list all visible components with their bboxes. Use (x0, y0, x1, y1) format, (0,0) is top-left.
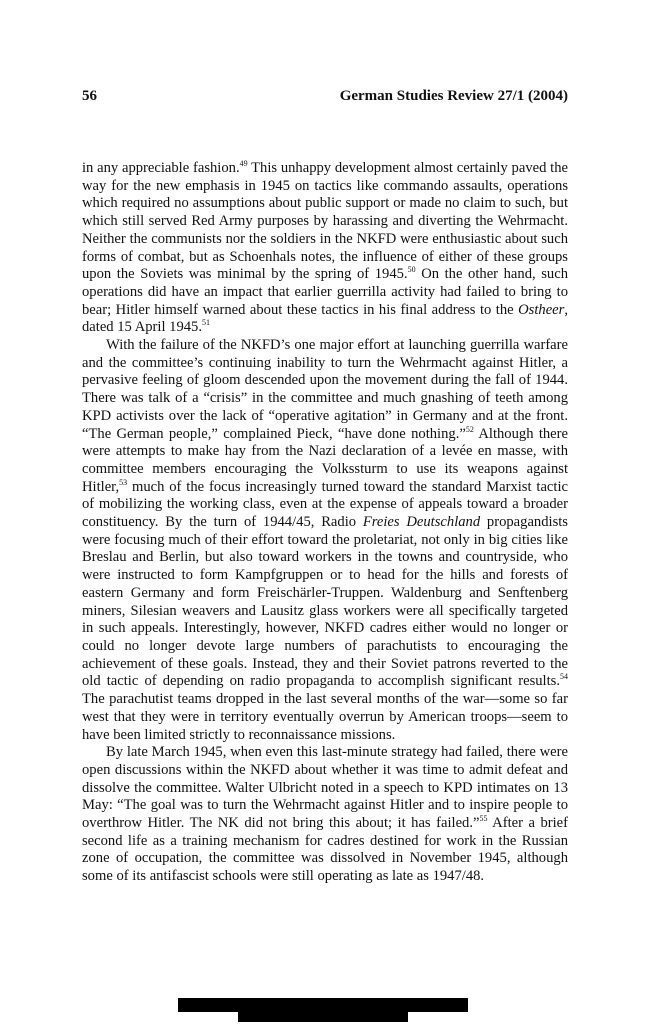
text-run: in any appreciable fashion. (82, 160, 240, 176)
text-run: This unhappy development almost certainly paved the way for the new emphasis in 1945 on tactics like commando assaults, operations which required no assumptions about public support or made no claim to such, but which still served Red Army purposes by harassing and diverting the Wehrmacht. Neither the communists nor the soldiers in the NKFD were enthusiastic about such forms of combat, but as Schoenhals notes, the influence of either of these groups upon the Soviets was minimal by the spring of 1945. (82, 160, 568, 283)
footnote-ref: 50 (407, 265, 416, 275)
text-run: propagandists were focusing much of their effort toward the proletariat, not only in big cities like Breslau and Berlin, but also toward workers in the towns and countryside, who were instructed to form Kampfgruppen or to head for the hills and forests of eastern Germany and form Freischärler-Truppen. Waldenburg and Senftenberg miners, Silesian weavers and Lausitz glass workers were all specifically targeted in such appeals. Interestingly, however, NKFD cadres either would no longer or could no longer devote large numbers of parachutists to encouraging the achievement of these goals. Instead, they and their Soviet patrons reverted to the old tactic of depending on radio propaganda to accomplish significant results. (82, 514, 568, 690)
scan-redaction-bar (178, 998, 468, 1012)
text-run: On the other hand, such operations did have an impact that earlier guerrilla activity had failed to bring to bear; Hitler himself warned about these tactics in his final address to the (82, 266, 568, 318)
footnote-ref: 52 (465, 424, 474, 434)
scan-redaction-bar-lower (238, 1012, 408, 1022)
text-run: , dated 15 April 1945. (82, 301, 568, 336)
paragraph (82, 160, 568, 337)
footnote-ref: 54 (560, 672, 568, 682)
body-text (82, 160, 568, 886)
running-head: German Studies Review 27/1 (2004) (339, 88, 568, 104)
paragraph (82, 744, 568, 886)
paragraph (82, 337, 568, 744)
text-run: Although there were attempts to make hay from the Nazi declaration of a levée en masse, with committee members encouraging the Volkssturm to use its weapons against Hitler, (82, 425, 568, 495)
text-run: much of the focus increasingly turned toward the standard Marxist tactic of mobilizing the working class, even at the expense of appeals toward a broader constituency. By the turn of 1944/45, Radio (82, 478, 568, 531)
text-run: The parachutist teams dropped in the last several months of the war—some so far west that they were in territory eventually overrun by American troops—seem to have been limited strictly to reconnaissance missions. (82, 691, 568, 743)
footnote-ref: 51 (201, 318, 210, 328)
page-number: 56 (82, 88, 97, 104)
text-run: By late March 1945, when even this last-minute strategy had failed, there were open discussions within the NKFD about whether it was time to admit defeat and dissolve the committee. Walter Ulbricht noted in a speech to KPD intimates on 13 May: “The goal was to turn the Wehrmacht against Hitler and to inspire people to overthrow Hitler. The NK did not bring this about; it has failed.” (82, 744, 568, 832)
text-run: After a brief second life as a training mechanism for cadres destined for work in the Russian zone of occupation, the committee was dissolved in November 1945, although some of its antifascist schools were still operating as late as 1947/48. (82, 815, 568, 885)
footnote-ref: 49 (239, 159, 248, 169)
footnote-ref: 55 (479, 814, 488, 824)
italic-title: Ostheer (518, 301, 565, 318)
text-run: With the failure of the NKFD’s one major effort at launching guerrilla warfare and the committee’s continuing inability to turn the Wehrmacht against Hitler, a pervasive feeling of gloom descended upon the movement during the fall of 1944. There was talk of a “crisis” in the committee and much gnashing of teeth among KPD activists over the lack of “operative agitation” in Germany and at the front. “The German people,” complained Pieck, “have done nothing.” (82, 337, 568, 442)
footnote-ref: 53 (119, 477, 128, 487)
italic-title: Freies Deutschland (362, 514, 481, 531)
page-header (82, 88, 568, 108)
